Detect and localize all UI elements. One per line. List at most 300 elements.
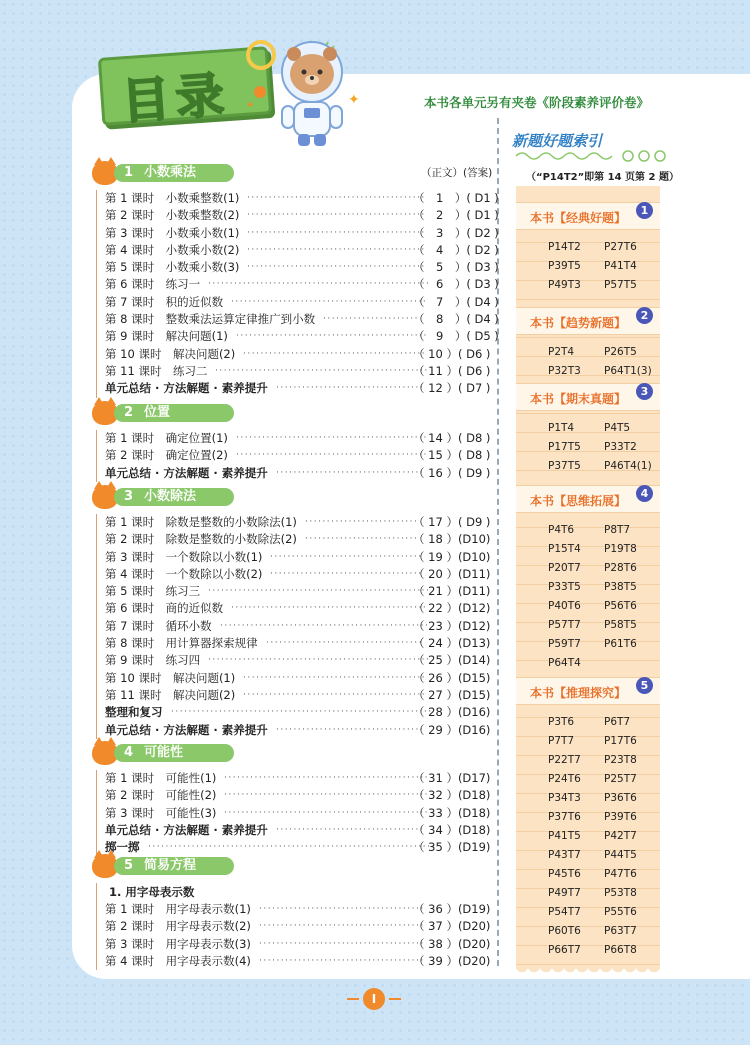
leader-dots: ············································ [236,331,428,342]
toc-entry-page: （ 17 ）( D9 ) [413,515,491,529]
index-code[interactable]: P8T7 [604,524,631,536]
index-code-list [516,230,660,295]
index-group [516,383,660,476]
index-code-row [516,922,660,941]
leader-dots: ········································· [247,210,426,221]
toc-entry-label: 第 3 课时 用字母表示数(3) [105,936,251,951]
toc-entry-label: 第 4 课时 用字母表示数(4) [105,953,251,968]
toc-entry-page: （ 28 ）(D16) [413,705,491,720]
index-code[interactable]: P45T6 [548,868,581,880]
leader-dots: ············································· [231,296,428,307]
pin-icon [254,86,266,98]
index-group-label: 本书【思维拓展】 [530,494,627,508]
toc-row[interactable] [97,549,491,566]
index-group-badge: 5 [636,677,653,694]
leader-dots: ···································· [266,638,423,649]
toc-entry-page: （ 2 ）( D1 ) [413,208,499,223]
section-header [92,744,240,764]
index-group-badge: 2 [636,307,653,324]
index-code[interactable]: P43T7 [548,849,581,861]
toc-entry-label: 第 5 课时 小数乘小数(3) [105,260,240,275]
toc-row[interactable] [97,583,491,600]
index-code-row [516,903,660,922]
toc-entry-page: （ 16 ）( D9 ) [413,465,491,480]
leader-dots: ·································· [276,824,425,835]
toc-row[interactable] [97,190,499,207]
toc-entry-page: （ 29 ）(D16) [413,722,491,737]
leader-dots: ·········································· [243,672,427,683]
section-rows [96,883,491,970]
toc-entry-label: 第 2 课时 可能性(2) [105,788,217,803]
toc-entry-label: 第 3 课时 一个数除以小数(1) [105,549,263,564]
leader-dots: ·························· [305,517,419,527]
toc-entry-label: 第 2 课时 用字母表示数(2) [105,919,251,934]
toc-entry-label: 第 4 课时 小数乘小数(2) [105,242,240,257]
toc-row[interactable] [97,722,491,739]
index-code[interactable]: P33T5 [548,581,581,593]
index-code-list [516,705,660,960]
section-number: 4 [124,745,134,760]
toc-row[interactable] [97,704,491,721]
leader-dots: ············································· [231,603,428,614]
index-group [516,307,660,381]
index-code[interactable]: P32T3 [548,365,581,377]
toc-entry-page: （ 37 ）(D20) [413,919,491,934]
leader-dots: ······················ [323,314,419,325]
index-code[interactable]: P2T4 [548,346,575,358]
index-code[interactable]: P17T6 [604,735,637,747]
index-code[interactable]: P54T7 [548,906,581,918]
section-rows [96,190,499,398]
leader-dots: ······································ [259,904,425,914]
toc-row[interactable] [97,276,499,293]
section-rows [96,430,491,482]
index-code-row [516,808,660,827]
index-code-row [516,238,660,257]
index-note: （“P14T2”即第 14 页第 2 题） [526,172,679,183]
index-code[interactable]: P56T6 [604,600,637,612]
toc-entry-page: （ 26 ）(D15) [413,670,491,685]
index-code[interactable]: P40T6 [548,600,581,612]
section-pill [114,404,234,422]
index-code[interactable]: P66T7 [548,944,581,956]
leader-dots: ············································ [236,433,428,443]
toc-entry-label: 整理和复习 [105,705,163,720]
section-title: 小数乘法 [144,165,197,180]
index-code[interactable]: P38T5 [604,581,637,593]
index-code[interactable]: P23T8 [604,754,637,766]
index-group-header [516,202,660,230]
index-code[interactable]: P27T6 [604,241,637,253]
toc-row[interactable] [97,328,499,345]
section-rows [96,770,491,856]
index-code[interactable]: P4T6 [548,524,575,536]
toc-entry-label: 单元总结 · 方法解题 · 素养提升 [105,722,268,737]
toc-entry-page: （ 25 ）(D14) [413,653,491,668]
toc-row[interactable] [97,635,491,652]
index-code-row [516,884,660,903]
leader-dots: ·································································· [148,842,436,853]
toc-entry-label: 第 10 课时 解决问题(2) [105,346,236,361]
index-code[interactable]: P7T7 [548,735,575,747]
index-code-list [516,513,660,673]
leader-dots: ·································· [276,467,425,478]
index-code[interactable]: P26T5 [604,346,637,358]
toc-entry-page: （ 1 ）( D1 ) [413,191,499,205]
toc-entry-label: 第 4 课时 一个数除以小数(2) [105,566,263,581]
index-code[interactable]: P14T2 [548,241,581,253]
index-code[interactable]: P36T6 [604,792,637,804]
toc-entry-label: 第 6 课时 商的近似数 [105,601,224,616]
toc-entry-page: （ 38 ）(D20) [413,936,491,951]
toc-entry-label: 第 9 课时 解决问题(1) [105,329,228,344]
section-header [92,488,240,508]
footer-line [389,998,401,1000]
wave-decoration-icon [512,150,672,162]
subsection-heading: 1. 用字母表示数 [109,885,195,899]
toc-entry-page: （ 24 ）(D13) [413,636,491,651]
leader-dots: ··································· [270,551,423,562]
index-code[interactable]: P34T3 [548,792,581,804]
leader-dots: ·········································· [243,348,427,359]
toc-row[interactable] [97,207,499,224]
toc-row[interactable] [97,311,499,328]
index-group-header [516,307,660,335]
footer-line [347,998,359,1000]
index-group-badge: 4 [636,485,653,502]
index-code[interactable]: P57T5 [604,279,637,291]
toc-row[interactable] [97,242,499,259]
index-group [516,202,660,295]
index-code[interactable]: P64T1(3) [604,365,652,377]
index-code[interactable]: P41T4 [604,260,637,272]
index-code[interactable]: P19T8 [604,543,637,555]
sparkle-icon: ✦ [348,92,360,108]
toc-entry-page: （ 20 ）(D11) [413,566,491,581]
index-group [516,677,660,960]
toc-row[interactable] [97,901,491,918]
toc-entry-label: 第 7 课时 循环小数 [105,618,212,633]
index-code[interactable]: P41T5 [548,830,581,842]
toc-row[interactable] [97,514,491,531]
section-pill [114,744,234,762]
toc-entry-label: 单元总结 · 方法解题 · 素养提升 [105,822,268,837]
toc-section [92,488,491,739]
toc-section [92,857,491,970]
toc-entry-label: 第 2 课时 除数是整数的小数除法(2) [105,532,297,547]
leader-dots: ········································· [247,262,426,273]
index-group-header [516,485,660,513]
index-code[interactable]: P61T6 [604,638,637,650]
index-code[interactable]: P55T6 [604,906,637,918]
toc-entry-page: （ 9 ）( D5 ) [413,329,499,344]
leader-dots: ··············································· [224,790,429,801]
toc-entry-page: （ 15 ）( D8 ) [413,448,491,463]
toc-entry-page: （ 23 ）(D12) [413,618,491,633]
toc-entry-label: 单元总结 · 方法解题 · 素养提升 [105,381,268,396]
toc-entry-label: 第 1 课时 小数乘整数(1) [105,191,240,205]
toc-row[interactable] [97,346,491,363]
toc-entry-page: （ 18 ）(D10) [413,532,491,547]
section-number: 1 [124,165,134,180]
leader-dots: ················································· [215,365,429,376]
index-code-list [516,411,660,476]
index-group-badge: 3 [636,383,653,400]
toc-entry-label: 掷一掷 [105,840,140,855]
toc-entry-page: （ 35 ）(D19) [413,840,491,855]
index-code-row [516,438,660,457]
toc-row[interactable] [97,822,491,839]
leader-dots: ··············································· [224,807,429,818]
toc-row[interactable] [97,259,499,276]
index-code-row [516,635,660,654]
index-code[interactable]: P57T7 [548,619,581,631]
index-code-row [516,457,660,476]
index-code-row [516,654,660,673]
index-code[interactable]: P20T7 [548,562,581,574]
leader-dots: ···························································· [171,707,433,718]
toc-row[interactable] [97,770,491,787]
section-title: 小数除法 [144,489,197,504]
index-code-row [516,865,660,884]
index-code-row [516,846,660,865]
index-code[interactable]: P24T6 [548,773,581,785]
toc-row[interactable] [97,294,499,311]
index-code[interactable]: P6T7 [604,716,631,728]
toc-row[interactable] [97,936,491,953]
index-group-label: 本书【经典好题】 [530,211,627,225]
index-code-row [516,713,660,732]
index-code[interactable]: P28T6 [604,562,637,574]
section-title: 简易方程 [144,858,197,873]
leader-dots: ············································ [236,450,428,461]
toc-row[interactable] [97,652,491,669]
index-code[interactable]: P39T6 [604,811,637,823]
toc-entry-page: （ 19 ）(D10) [413,549,491,564]
toc-row[interactable] [97,566,491,583]
toc-entry-label: 第 9 课时 练习四 [105,653,201,668]
index-code[interactable]: P37T6 [548,811,581,823]
index-code[interactable]: P33T2 [604,441,637,453]
index-group-label: 本书【趋势新题】 [530,316,627,330]
leader-dots: ··································· [270,568,423,579]
index-code[interactable]: P49T7 [548,887,581,899]
toc-entry-label: 第 1 课时 确定位置(1) [105,431,228,445]
leader-dots: ······································ [259,938,425,949]
leader-dots: ··················································· [208,279,431,290]
toc-row[interactable] [97,918,491,935]
index-code[interactable]: P46T4(1) [604,460,652,472]
leader-dots: ··················································· [208,586,431,597]
index-group [516,485,660,673]
sparkle-icon: ✦ [246,100,255,111]
index-code[interactable]: P59T7 [548,638,581,650]
toc-section [92,744,491,856]
index-code[interactable]: P39T5 [548,260,581,272]
section-pill [114,857,234,875]
toc-entry-label: 第 1 课时 可能性(1) [105,771,217,785]
index-code[interactable]: P42T7 [604,830,637,842]
index-code-row [516,578,660,597]
index-code-row [516,732,660,751]
leader-dots: ·································· [276,383,425,394]
index-code[interactable]: P53T8 [604,887,637,899]
toc-entry-page: （ 8 ）( D4 ) [413,312,499,327]
index-code-row [516,257,660,276]
toc-entry-label: 第 3 课时 小数乘小数(1) [105,225,240,240]
index-code[interactable]: P63T7 [604,925,637,937]
toc-entry-label: 第 2 课时 小数乘整数(2) [105,208,240,223]
toc-row[interactable] [97,380,491,397]
section-header [92,404,240,424]
toc-entry-label: 第 11 课时 练习二 [105,363,208,378]
index-code-row [516,751,660,770]
toc-entry-page: （ 36 ）(D19) [413,902,491,916]
index-code[interactable]: P66T8 [604,944,637,956]
toc-entry-page: （ 27 ）(D15) [413,687,491,702]
toc-section [92,404,491,482]
section-title: 可能性 [144,745,184,760]
leader-dots: ········································· [247,193,426,203]
index-code[interactable]: P44T5 [604,849,637,861]
leader-dots: ················································ [220,620,430,631]
toc-entry-label: 第 8 课时 整数乘法运算定律推广到小数 [105,312,316,327]
header-note: 本书各单元另有夹卷《阶段素养评价卷》 [424,95,650,110]
toc-entry-page: （ 5 ）( D3 ) [413,260,499,275]
index-code[interactable]: P4T5 [604,422,631,434]
index-code[interactable]: P3T6 [548,716,575,728]
section-header [92,857,240,877]
page-number [351,988,397,1010]
toc-entry-page: （ 4 ）( D2 ) [413,242,499,257]
index-code-row [516,559,660,578]
index-group-header [516,677,660,705]
toc-entry-page: （ 34 ）(D18) [413,822,491,837]
section-pill [114,164,234,182]
toc-row[interactable] [97,670,491,687]
index-code-row [516,597,660,616]
toc-entry-page: （ 3 ）( D2 ) [413,225,499,240]
index-group-header [516,383,660,411]
leader-dots: ·································· [276,724,425,735]
index-group-label: 本书【推理探究】 [530,686,627,700]
toc-entry-page: （ 33 ）(D18) [413,805,491,820]
toc-row[interactable] [97,787,491,804]
index-code-row [516,419,660,438]
index-code[interactable]: P22T7 [548,754,581,766]
page-number-badge: Ⅰ [363,988,385,1010]
index-code[interactable]: P49T3 [548,279,581,291]
index-code-row [516,941,660,960]
leader-dots: ·························· [305,534,419,545]
index-code-row [516,540,660,559]
section-number: 2 [124,405,134,420]
toc-row[interactable] [97,430,491,447]
page-title: 目录 [120,66,232,131]
index-code[interactable]: P64T4 [548,657,581,669]
toc-row[interactable] [97,363,491,380]
leader-dots: ······································ [259,955,425,966]
bear-astronaut-icon [272,32,354,148]
leader-dots: ··············································· [224,773,429,783]
toc-row[interactable] [97,600,491,617]
toc-entry-label: 单元总结 · 方法解题 · 素养提升 [105,465,268,480]
toc-entry-label: 第 3 课时 可能性(3) [105,805,217,820]
toc-row[interactable] [97,618,491,635]
toc-row[interactable] [97,687,491,704]
index-code-row [516,770,660,789]
toc-entry-page: （ 32 ）(D18) [413,788,491,803]
index-code-list [516,335,660,381]
toc-entry-page: （ 21 ）(D11) [413,584,491,599]
toc-entry-label: 第 1 课时 用字母表示数(1) [105,902,251,916]
toc-row[interactable] [97,225,499,242]
toc-row[interactable] [97,531,491,548]
toc-entry-label: 第 7 课时 积的近似数 [105,294,224,309]
section-rows [96,514,491,739]
index-code-row [516,362,660,381]
index-code[interactable]: P58T5 [604,619,637,631]
index-group-badge: 1 [636,202,653,219]
toc-row[interactable] [97,465,491,482]
leader-dots: ········································· [247,244,426,255]
toc-row[interactable] [97,953,491,970]
index-code-row [516,827,660,846]
index-code-row [516,521,660,540]
toc-entry-label: 第 2 课时 确定位置(2) [105,448,228,463]
toc-entry-label: 第 5 课时 练习三 [105,584,201,599]
toc-entry-page: （ 39 ）(D20) [413,953,491,968]
toc-entry-page: （ 6 ）( D3 ) [413,277,499,292]
index-code[interactable]: P17T5 [548,441,581,453]
index-code[interactable]: P47T6 [604,868,637,880]
index-group-label: 本书【期末真题】 [530,392,627,406]
toc-entry-page: （ 11 ）( D6 ) [413,363,491,378]
toc-entry-label: 第 10 课时 解决问题(1) [105,670,236,685]
section-title: 位置 [144,405,171,420]
toc-row[interactable] [97,839,491,856]
index-code[interactable]: P37T5 [548,460,581,472]
toc-entry-page: （ 14 ）( D8 ) [413,431,491,445]
leader-dots: ··················································· [208,655,431,666]
index-code-row [516,616,660,635]
toc-entry-label: 第 11 课时 解决问题(2) [105,687,236,702]
toc-row[interactable] [97,447,491,464]
section-header [92,164,240,184]
section-pill [114,488,234,506]
index-title: 新题好题索引 [512,132,603,150]
toc-entry-page: （ 31 ）(D17) [413,771,491,785]
index-code-row [516,789,660,808]
index-code[interactable]: P60T6 [548,925,581,937]
leader-dots: ········································· [247,227,426,238]
toc-section [92,164,499,398]
index-code-row [516,343,660,362]
toc-row[interactable] [97,805,491,822]
toc-entry-label: 第 1 课时 除数是整数的小数除法(1) [105,515,297,529]
index-code[interactable]: P25T7 [604,773,637,785]
toc-entry-label: 第 6 课时 练习一 [105,277,201,292]
column-heads: （正文）(答案) [421,167,493,179]
index-code[interactable]: P1T4 [548,422,575,434]
index-code[interactable]: P15T4 [548,543,581,555]
leader-dots: ······································ [259,921,425,932]
section-number: 5 [124,858,134,873]
leader-dots: ·········································· [243,689,427,700]
index-code-row [516,276,660,295]
section-number: 3 [124,489,134,504]
toc-entry-page: （ 22 ）(D12) [413,601,491,616]
